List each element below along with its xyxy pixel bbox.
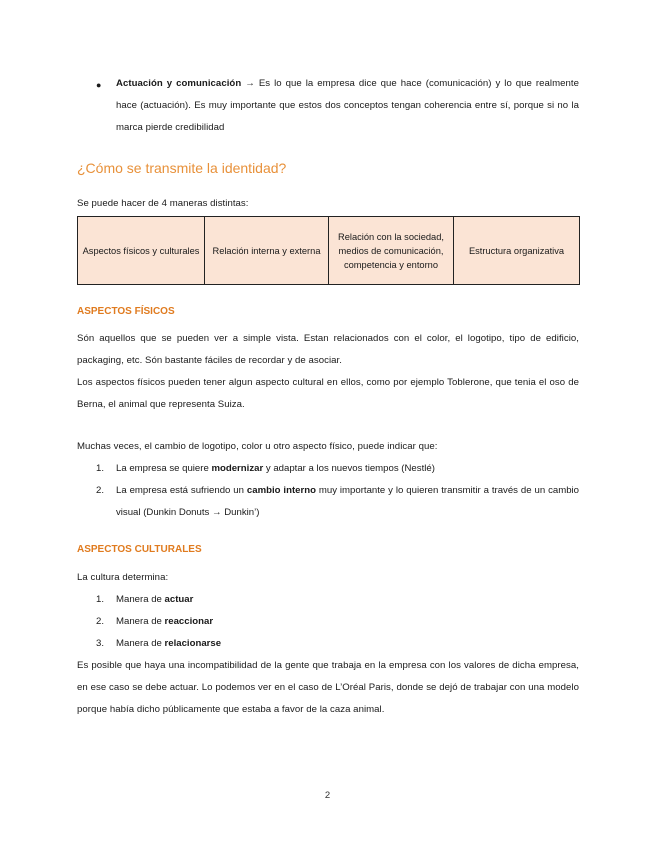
list-number: 1.: [96, 594, 105, 605]
fisicos-paragraphs: [77, 328, 579, 416]
ways-table: [77, 216, 580, 285]
list-item: [77, 633, 579, 655]
fisicos-list: [77, 458, 579, 524]
list-number: 3.: [96, 638, 105, 649]
fisicos-paragraph-3: Muchas veces, el cambio de logotipo, color u otro aspecto físico, puede indicar que:: [77, 441, 438, 452]
list-item: [77, 611, 579, 633]
page-number: 2: [324, 790, 331, 801]
list-number: 1.: [96, 463, 105, 474]
bullet-text: Es lo que la empresa dice que hace (comunicación) y lo que realmente hace (actuación). Es muy importante que estos dos conceptos tengan coherencia entre sí, porque si no la marca pierde credibilidad: [116, 78, 580, 133]
table-cell: Relación interna y externa: [205, 217, 329, 285]
culturales-paragraph: Es posible que haya una incompatibilidad de la gente que trabaja en la empresa con los valores de dicha empresa, en ese caso se debe actuar. Lo podemos ver en el caso de L’Oréal Paris, donde se dejó de trabajar con una modelo porque había dicho públicamente que estaba a favor de la caza animal.: [77, 660, 579, 715]
table-row: [78, 217, 580, 285]
list-number: 2.: [96, 485, 105, 496]
list-text: Manera de: [116, 638, 165, 649]
bullet-label: Actuación y comunicación: [116, 78, 242, 89]
table-cell: Aspectos físicos y culturales: [78, 217, 205, 285]
list-item: [77, 480, 579, 524]
list-text: La empresa se quiere: [116, 463, 212, 474]
list-item: [77, 589, 579, 611]
list-bold: relacionarse: [164, 638, 222, 649]
bullet-dot-icon: ●: [96, 80, 102, 90]
list-bold: modernizar: [211, 463, 264, 474]
list-bold: reaccionar: [164, 616, 214, 627]
list-text: y adaptar a los nuevos tiempos (Nestlé): [263, 463, 435, 474]
culturales-block: [77, 567, 579, 721]
bullet-paragraph: [116, 73, 579, 139]
fisicos-paragraph-1: Són aquellos que se pueden ver a simple vista. Estan relacionados con el color, el logotipo, tipo de edificio, packaging, etc. Són bastante fáciles de recordar y de asociar.: [77, 333, 579, 366]
section-heading: ¿Cómo se transmite la identidad?: [77, 160, 287, 176]
arrow-glyph: →: [245, 78, 255, 89]
fisicos-heading: ASPECTOS FÍSICOS: [77, 306, 175, 317]
list-bold: cambio interno: [246, 485, 316, 496]
page-content: [77, 73, 580, 715]
culturales-heading: ASPECTOS CULTURALES: [77, 544, 202, 555]
culturales-list: [77, 589, 579, 655]
list-text: La empresa está sufriendo un: [116, 485, 247, 496]
list-text: Manera de: [116, 594, 165, 605]
fisicos-paragraph-2: Los aspectos físicos pueden tener algun aspecto cultural en ellos, como por ejemplo Toblerone, que tenia el oso de Berna, el animal que representa Suiza.: [77, 377, 579, 410]
intro-text: Se puede hacer de 4 maneras distintas:: [77, 198, 249, 209]
list-item: [77, 458, 579, 480]
list-text: muy importante y lo quieren transmitir a través de un cambio visual (Dunkin Donuts → Dunkin’): [116, 485, 580, 518]
table-cell: Estructura organizativa: [454, 217, 580, 285]
fisicos-change-block: [77, 436, 579, 524]
culturales-intro: La cultura determina:: [77, 572, 169, 583]
list-number: 2.: [96, 616, 105, 627]
list-text: Manera de: [116, 616, 165, 627]
bullet-item: [77, 73, 579, 139]
list-bold: actuar: [164, 594, 194, 605]
table-cell: Relación con la sociedad, medios de comunicación, competencia y entorno: [329, 217, 454, 285]
